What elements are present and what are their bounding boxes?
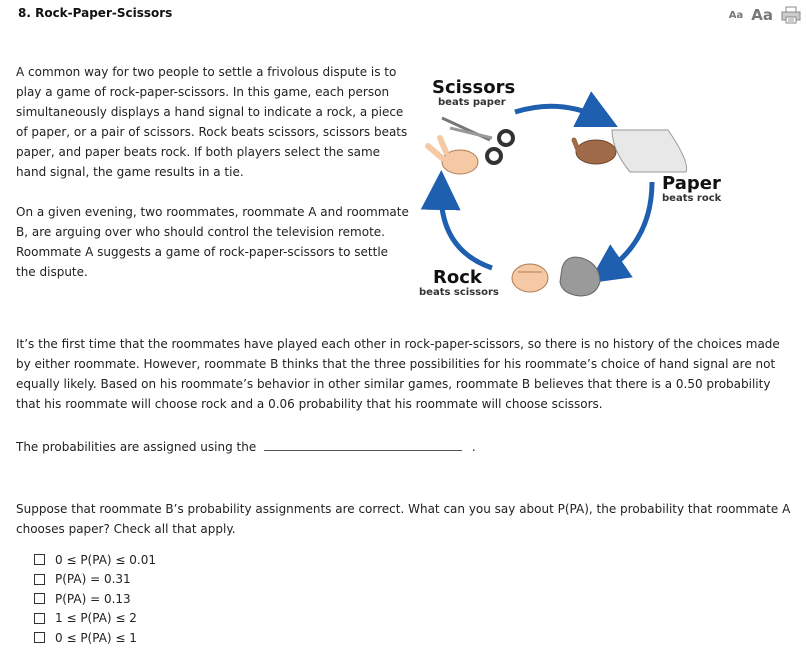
paper-sub-label: beats rock [662,193,722,204]
intro-paragraph-2: On a given evening, two roommates, roommate A and roommate B, are arguing over who should control the television remote. Roommate A suggests a game of rock-paper-scissors to settle the dispute. [16,205,409,279]
option-1[interactable] [34,550,156,570]
option-3[interactable] [34,589,156,609]
paper-sheet-icon [612,130,687,172]
font-size-small-button[interactable]: Aa [728,9,744,21]
fill-suffix: . [471,440,476,454]
option-label: 0 ≤ P(PA) ≤ 1 [55,630,137,645]
option-label: P(PA) = 0.13 [55,591,131,606]
checkbox[interactable] [34,613,45,624]
scissors-hand-icon [428,138,478,174]
question-paragraph: Suppose that roommate B’s probability assignments are correct. What can you say about P(PA), the probability that roommate A chooses paper? Check all that apply. [16,502,791,536]
arrow-scissors-to-paper [515,106,600,118]
paper-label: Paper [662,173,721,194]
checkbox[interactable] [34,554,45,565]
option-label: 1 ≤ P(PA) ≤ 2 [55,611,137,626]
option-5[interactable] [34,628,156,648]
arrow-paper-to-rock [605,182,652,272]
rock-fist-icon [512,264,548,292]
paper-hand-icon [574,140,616,164]
checkbox[interactable] [34,593,45,604]
font-size-large-button[interactable]: Aa [751,6,773,24]
scissors-sub-label: beats paper [438,97,506,108]
answer-options [34,550,156,648]
fill-in-blank-dropdown[interactable] [264,436,462,451]
arrow-rock-to-scissors [441,190,492,268]
scissors-icon [442,118,513,163]
rock-sub-label: beats scissors [419,287,499,298]
scissors-label: Scissors [432,77,516,98]
fill-in-sentence [16,436,476,457]
option-2[interactable] [34,570,156,590]
checkbox[interactable] [34,632,45,643]
intro-paragraph-1: A common way for two people to settle a frivolous dispute is to play a game of rock-paper-scissors. In this game, each person simultaneously displays a hand signal to indicate a rock, a piece of paper, or a pair of scissors. Rock beats scissors, scissors beats paper, and paper beats rock. If both players select the same hand signal, the game results in a tie. [16,65,408,179]
option-label: 0 ≤ P(PA) ≤ 0.01 [55,552,156,567]
question-title: 8. Rock-Paper-Scissors [18,6,173,20]
fill-prefix: The probabilities are assigned using the [16,440,257,454]
printer-icon[interactable] [781,6,801,24]
scenario-paragraph: It’s the first time that the roommates have played each other in rock-paper-scissors, so there is no history of the choices made by either roommate. However, roommate B thinks that the three possibilities for his roommate’s choice of hand signal are not equally likely. Based on his roommate’s behavior in other similar games, roommate B believes that there is a 0.50 probability that his roommate will choose rock and a 0.06 probability that his roommate will choose scissors. [16,337,780,411]
option-4[interactable] [34,609,156,629]
rock-label: Rock [433,267,482,288]
toolbar [729,6,801,24]
rock-stone-icon [560,257,600,296]
checkbox[interactable] [34,574,45,585]
option-label: P(PA) = 0.31 [55,572,131,587]
